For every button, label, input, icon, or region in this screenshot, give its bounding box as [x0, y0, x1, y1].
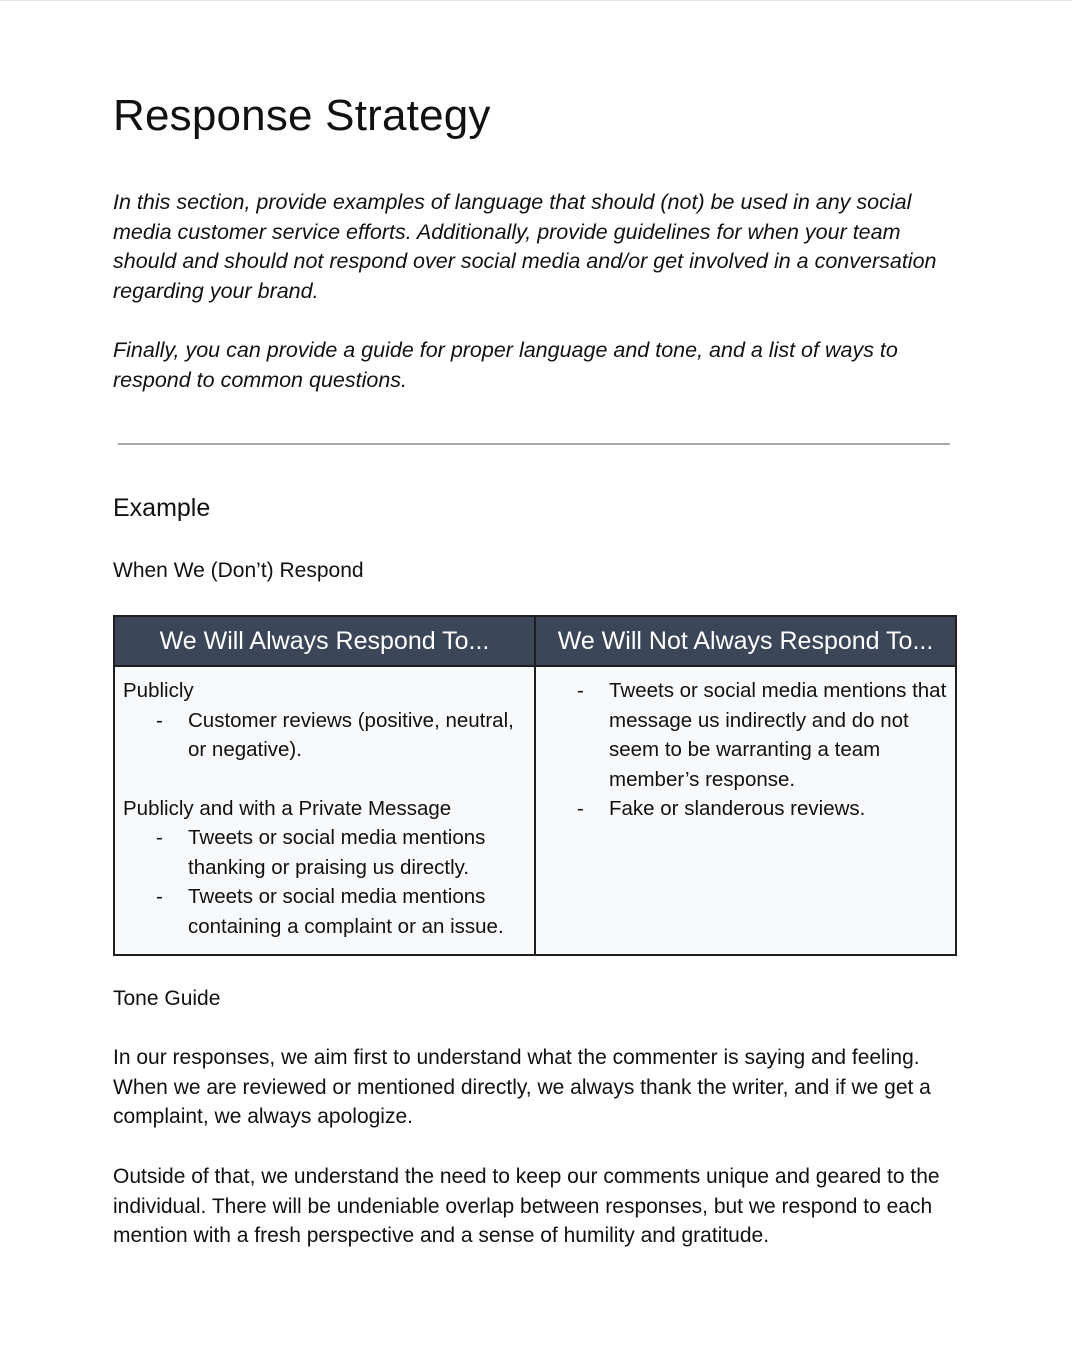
intro-paragraph-1: In this section, provide examples of language that should (not) be used in any social media customer service efforts. Additionally, provide guidelines for when your team should and should not respond over social media and/or get involved in a conversation regarding your brand.	[113, 190, 937, 303]
list-item: - Fake or slanderous reviews.	[609, 794, 947, 824]
not-always-respond-list	[546, 676, 947, 824]
tone-paragraph-1: In our responses, we aim first to understand what the commenter is saying and feeling. When we are reviewed or mentioned directly, we always thank the writer, and if we get a complaint, we always apologize.	[113, 1046, 931, 1128]
publicly-and-private-list	[123, 823, 526, 941]
response-table	[113, 615, 957, 956]
group-spacer	[123, 765, 526, 794]
table-cell-not-always-respond	[536, 667, 955, 954]
example-heading: Example	[113, 494, 211, 522]
group-label-publicly: Publicly	[123, 679, 194, 702]
intro-paragraph-2: Finally, you can provide a guide for proper language and tone, and a list of ways to respond to common questions.	[113, 338, 898, 392]
tone-paragraph-2: Outside of that, we understand the need to keep our comments unique and geared to the individual. There will be undeniable overlap between responses, but we respond to each mention with a fresh perspective and a sense of humility and gratitude.	[113, 1165, 940, 1247]
publicly-list	[123, 706, 526, 765]
group-label-publicly-and-private: Publicly and with a Private Message	[123, 796, 452, 820]
list-item: - Tweets or social media mentions that message us indirectly and do not seem to be warranting a team member’s response.	[609, 676, 947, 794]
table-header-always-respond: We Will Always Respond To...	[115, 617, 536, 667]
section-divider	[118, 443, 950, 445]
list-item: - Tweets or social media mentions thanking or praising us directly.	[188, 823, 526, 882]
table-cell-always-respond	[115, 667, 536, 954]
when-we-respond-heading: When We (Don’t) Respond	[113, 559, 364, 582]
tone-guide-heading: Tone Guide	[113, 987, 221, 1010]
table-header-not-always-respond: We Will Not Always Respond To...	[536, 617, 955, 667]
list-item: - Tweets or social media mentions containing a complaint or an issue.	[188, 882, 526, 941]
list-item: - Customer reviews (positive, neutral, or negative).	[188, 706, 526, 765]
page-title: Response Strategy	[113, 91, 491, 140]
